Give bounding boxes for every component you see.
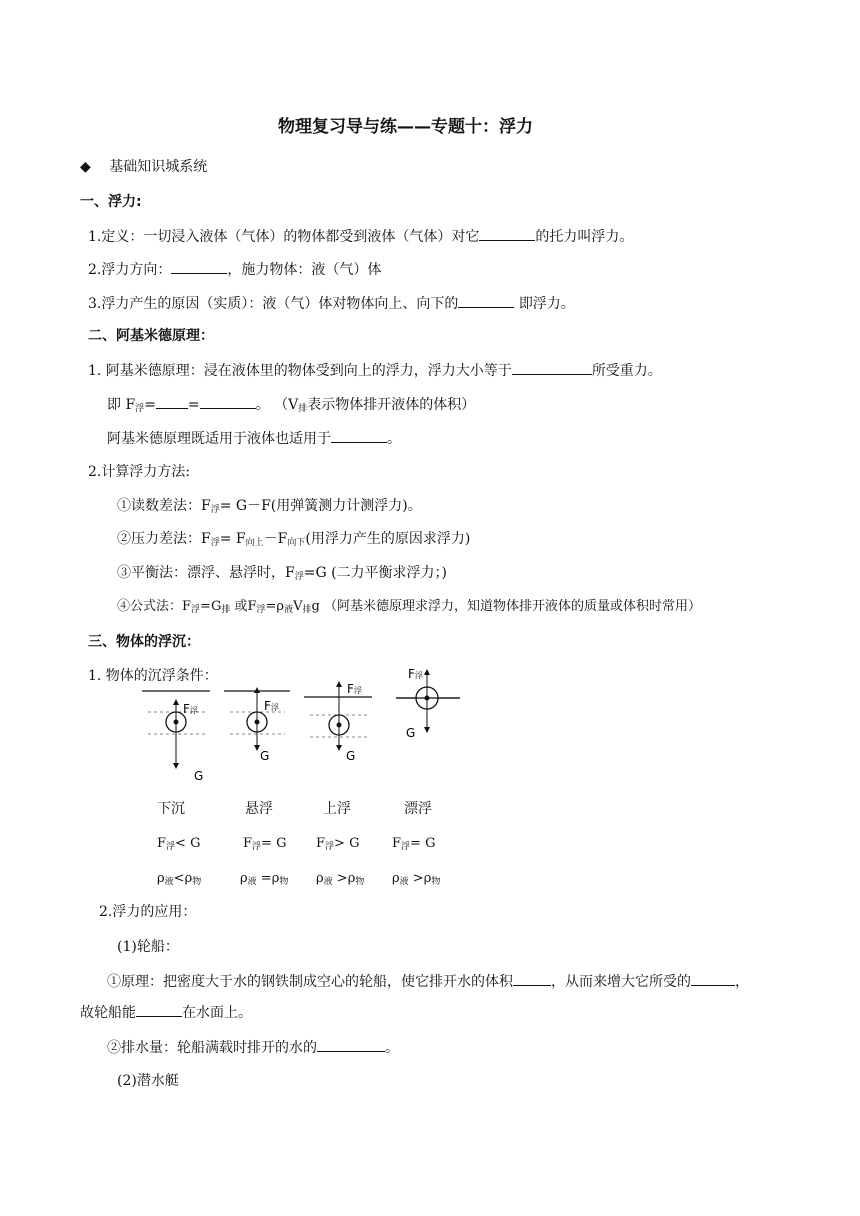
text: ②排水量：轮船满载时排开的水的 bbox=[107, 1040, 317, 1056]
text: =G bbox=[200, 599, 222, 614]
ship-line-1-cont bbox=[80, 1003, 252, 1022]
state-label: 悬浮 bbox=[245, 801, 273, 817]
s1-line-3 bbox=[88, 294, 575, 313]
s2-line-1 bbox=[88, 361, 662, 380]
text: = bbox=[144, 397, 156, 413]
force-condition: $F_浮= G$ bbox=[243, 836, 287, 852]
force-g-label: G bbox=[406, 726, 416, 740]
intro-line bbox=[80, 158, 207, 176]
text: 2.浮力方向： bbox=[88, 262, 172, 278]
buoyancy-states-diagram bbox=[130, 660, 470, 790]
answer-blank[interactable] bbox=[458, 294, 514, 308]
subscript: 浮 bbox=[191, 605, 201, 615]
subscript: 排 bbox=[298, 404, 308, 414]
method-2 bbox=[117, 530, 470, 552]
text: 即浮力。 bbox=[518, 296, 575, 312]
force-condition: $F_浮= G$ bbox=[392, 836, 436, 852]
rising-figure bbox=[304, 682, 372, 763]
method-1 bbox=[117, 497, 422, 519]
answer-blank[interactable] bbox=[479, 227, 535, 241]
s3-line-2: 2.浮力的应用： bbox=[99, 904, 197, 920]
text: = bbox=[187, 397, 200, 413]
force-f-label: F浮 bbox=[347, 682, 362, 696]
text: 1.定义：一切浸入液体（气体）的物体都受到液体（气体）对它 bbox=[88, 229, 480, 245]
subscript: 浮 bbox=[256, 605, 266, 615]
s2-line-3 bbox=[107, 429, 401, 448]
subscript: 浮 bbox=[210, 538, 220, 548]
sinking-figure bbox=[142, 691, 210, 783]
method-4 bbox=[117, 598, 701, 619]
text: =G (二力平衡求浮力；) bbox=[303, 565, 448, 581]
force-g-label: G bbox=[194, 769, 204, 783]
density-condition: $\rho_液<\rho_物$ bbox=[157, 871, 202, 887]
text: ②压力差法：F bbox=[117, 531, 211, 547]
text: g （阿基米德原理求浮力，知道物体排开液体的质量或体积时常用） bbox=[311, 599, 701, 614]
s3-line-1: 1. 物体的沉浮条件： bbox=[88, 668, 218, 684]
state-label: 上浮 bbox=[323, 801, 351, 817]
subscript: 浮 bbox=[210, 505, 220, 515]
answer-blank[interactable] bbox=[200, 395, 256, 409]
text: = G－F(用弹簧测力计测浮力)。 bbox=[219, 498, 422, 514]
text: 。 （V bbox=[255, 397, 299, 413]
answer-blank[interactable] bbox=[136, 1003, 182, 1017]
text: ①读数差法：F bbox=[117, 498, 211, 514]
s1-line-1 bbox=[88, 227, 633, 246]
density-condition: $\rho_液 >\rho_物$ bbox=[316, 871, 365, 887]
answer-blank[interactable] bbox=[317, 1038, 385, 1052]
text: 故轮船能 bbox=[80, 1005, 136, 1021]
text: 在水面上。 bbox=[182, 1005, 252, 1021]
answer-blank[interactable] bbox=[513, 972, 551, 986]
force-condition: $F_浮> G$ bbox=[316, 836, 360, 852]
subscript: 排 bbox=[221, 605, 231, 615]
state-label: 漂浮 bbox=[404, 801, 432, 817]
text: 的托力叫浮力。 bbox=[535, 229, 634, 245]
answer-blank[interactable] bbox=[512, 361, 592, 375]
text: ，施力物体：液（气）体 bbox=[227, 262, 382, 278]
intro-text: 基础知识城系统 bbox=[109, 159, 208, 175]
s1-line-2 bbox=[88, 260, 381, 279]
s2-line-2 bbox=[107, 395, 475, 418]
method-3 bbox=[117, 564, 447, 586]
answer-blank[interactable] bbox=[331, 429, 387, 443]
answer-blank[interactable] bbox=[691, 972, 735, 986]
force-f-label: F浮 bbox=[264, 699, 279, 713]
force-g-label: G bbox=[260, 749, 270, 763]
text: ④公式法：F bbox=[117, 599, 192, 614]
subscript: 排 bbox=[302, 605, 312, 615]
ship-line-2 bbox=[107, 1038, 399, 1057]
text: 或F bbox=[230, 599, 257, 614]
text: 1. 阿基米德原理：浸在液体里的物体受到向上的浮力，浮力大小等于 bbox=[88, 363, 512, 379]
text: －F bbox=[263, 531, 288, 547]
suspended-figure bbox=[224, 690, 290, 763]
ship-line-1 bbox=[107, 972, 749, 991]
submarine-heading: (2)潜水艇 bbox=[117, 1073, 179, 1089]
section-1-heading: 一、浮力: bbox=[80, 194, 142, 210]
answer-blank[interactable] bbox=[171, 260, 227, 274]
force-condition: $F_浮< G$ bbox=[157, 836, 201, 852]
force-f-label: F浮 bbox=[408, 667, 423, 681]
ship-heading: (1)轮船： bbox=[117, 939, 179, 955]
force-f-label: F浮 bbox=[183, 702, 198, 716]
text: ③平衡法：漂浮、悬浮时，F bbox=[117, 565, 295, 581]
floating-figure bbox=[396, 667, 460, 740]
subscript: 向下 bbox=[287, 538, 306, 548]
text: 3.浮力产生的原因（实质）：液（气）体对物体向上、向下的 bbox=[88, 296, 459, 312]
text: 。 bbox=[387, 431, 401, 447]
text: 阿基米德原理既适用于液体也适用于 bbox=[107, 431, 331, 447]
subscript: 向上 bbox=[245, 538, 264, 548]
state-label: 下沉 bbox=[157, 801, 185, 817]
density-condition: $\rho_液 >\rho_物$ bbox=[392, 871, 441, 887]
subscript: 液 bbox=[284, 605, 294, 615]
section-2-heading: 二、阿基米德原理： bbox=[88, 328, 214, 344]
text: ，从而来增大它所受的 bbox=[551, 974, 691, 990]
s2-line-4: 2.计算浮力方法: bbox=[88, 464, 191, 480]
force-g-label: G bbox=[346, 749, 356, 763]
page-title: 物理复习导与练——专题十：浮力 bbox=[278, 117, 533, 137]
text: 。 bbox=[385, 1040, 399, 1056]
subscript: 浮 bbox=[294, 572, 304, 582]
text: = F bbox=[219, 531, 246, 547]
density-condition: $\rho_液 =\rho_物$ bbox=[240, 871, 289, 887]
text: 即 F bbox=[107, 397, 136, 413]
text: (用浮力产生的原因求浮力) bbox=[305, 531, 471, 547]
section-3-heading: 三、物体的浮沉： bbox=[88, 634, 200, 650]
text: V bbox=[293, 599, 303, 614]
subscript: 浮 bbox=[135, 404, 145, 414]
text: =ρ bbox=[265, 599, 285, 614]
text: 所受重力。 bbox=[591, 363, 662, 379]
text: ， bbox=[735, 974, 749, 990]
answer-blank[interactable] bbox=[156, 395, 188, 409]
text: ①原理：把密度大于水的钢铁制成空心的轮船，使它排开水的体积 bbox=[107, 974, 513, 990]
text: 表示物体排开液体的体积） bbox=[307, 397, 476, 413]
diamond-bullet-icon: ◆ bbox=[80, 159, 91, 175]
